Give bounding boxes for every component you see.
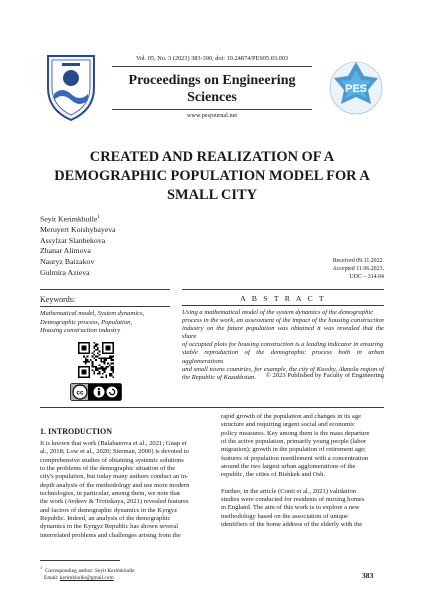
article-dates bbox=[300, 257, 384, 282]
author-item: Meruyert Koishybayeva bbox=[40, 225, 116, 235]
university-logo bbox=[40, 52, 102, 124]
paper-title bbox=[40, 148, 384, 205]
abstract-body: Using a mathematical model of the system dynamics of the demographic process in the work, an assessment of the impact of the housing construction industry on the future population was obtained it was revealed that the share of occupied plots for housing construction is a leading indicator in ensuring stable reproduction of the demographic process both in urban agglomerations and small towns countries, for example, the city of Kosshy, Akmola region of the Republic of Kazakhstan. bbox=[182, 309, 385, 381]
paragraph: Further, in the article (Conti et al., 2021) validation studies were conducted for residents of nursing homes in England. The aim of this work is to explore a new methodology based on the association of unique identifiers of the home address of the elderly with the bbox=[221, 487, 365, 529]
author-item: Seyit Kerimkhulle$^1$ bbox=[40, 214, 100, 224]
body-column-right bbox=[221, 413, 384, 529]
creative-commons-badge[interactable] bbox=[70, 383, 122, 401]
footnote-rule bbox=[40, 560, 120, 561]
abstract-heading: A B S T R A C T bbox=[240, 294, 326, 303]
copyright-notice: © 2023 Published by Faculty of Engineering bbox=[265, 372, 384, 379]
pes-logo-text: PES bbox=[344, 83, 368, 95]
header-rule-top bbox=[112, 66, 312, 67]
journal-website: www.pesjournal.net bbox=[186, 112, 238, 119]
udc-code: UDC – 314.04 bbox=[349, 274, 384, 281]
paper-title-line3: SMALL CITY bbox=[167, 187, 257, 203]
journal-title-line2: Sciences bbox=[187, 90, 237, 105]
journal-title-line1: Proceedings on Engineering bbox=[128, 73, 296, 88]
section-heading-introduction: 1. INTRODUCTION bbox=[40, 427, 113, 436]
paragraph: rapid growth of the population and changes in its age structure and requiring urgent social and economic policy measures. Key among them is the mass departure of the active population, primarily young people (labor migration); growth in the population of retirement age; features of population resettlement with a concentration around the two largest urban agglomerations of the republic, the cities of Bishkek and Osh. bbox=[221, 413, 370, 479]
author-item: Zhanar Alimova bbox=[40, 246, 91, 256]
paper-title-line2: DEMOGRAPHIC POPULATION MODEL FOR A bbox=[54, 168, 370, 184]
keywords-heading: Keywords: bbox=[40, 295, 76, 304]
body-column-left: It is known that work (Balabanova et al., 2021; Gnap et al., 2018; Low et al., 2020; Sterman, 2000) is devoted to comprehensive studies of obtaining systemic solutions to the problems of the demographic situation of the city's population, but today many authors conduct an in- depth analysis of the methodology and use more modern technologies, in particular, among them, we note that the work (Avdeev & Troitskaya, 2021) revealed features and factors of demographic dynamics in the Kyrgyz Republic. Indeed, an analysis of the demographic dynamics in the Kyrgyz Republic has shown several interrelated problems and challenges arising from the bbox=[40, 440, 190, 539]
qr-code[interactable] bbox=[78, 342, 114, 378]
abstract-rule-bottom bbox=[40, 407, 384, 408]
pes-logo bbox=[326, 52, 386, 124]
keywords-rule-mid bbox=[40, 306, 170, 307]
journal-title bbox=[100, 72, 324, 106]
header-rule-bottom bbox=[112, 109, 312, 110]
author-email-link[interactable]: kerimkhulle@gmail.com bbox=[59, 574, 114, 581]
author-item: Assylzat Slanbekova bbox=[40, 235, 106, 245]
corresponding-author-footnote: $^1$ Corresponding author: Seyit Kerimkhulle Email: kerimkhulle@gmail.com bbox=[40, 565, 135, 581]
received-date: Received 09.11.2022. bbox=[332, 258, 384, 264]
abstract-rule-top bbox=[182, 289, 384, 290]
abstract-rule-mid bbox=[182, 305, 384, 306]
issue-citation: Vol. 05, No. 3 (2023) 383-390, doi: 10.24874/PES05.03.003 bbox=[135, 55, 289, 62]
keywords-list: Mathematical model, System dynamics, Demographic process, Population, Housing construction industry bbox=[40, 310, 145, 334]
author-item: Nauryz Baizakov bbox=[40, 256, 95, 266]
keywords-rule-top bbox=[40, 289, 170, 290]
author-footnote-mark: 1 bbox=[97, 215, 100, 220]
author-item: Gulmira Azieva bbox=[40, 267, 90, 277]
accepted-date: Accepted 11.06.2023. bbox=[332, 266, 384, 273]
cc-badge-text: cc bbox=[76, 389, 84, 397]
page-number: 383 bbox=[362, 571, 374, 580]
paper-title-line1: CREATED AND REALIZATION OF A bbox=[89, 149, 335, 165]
author-list bbox=[40, 213, 116, 278]
